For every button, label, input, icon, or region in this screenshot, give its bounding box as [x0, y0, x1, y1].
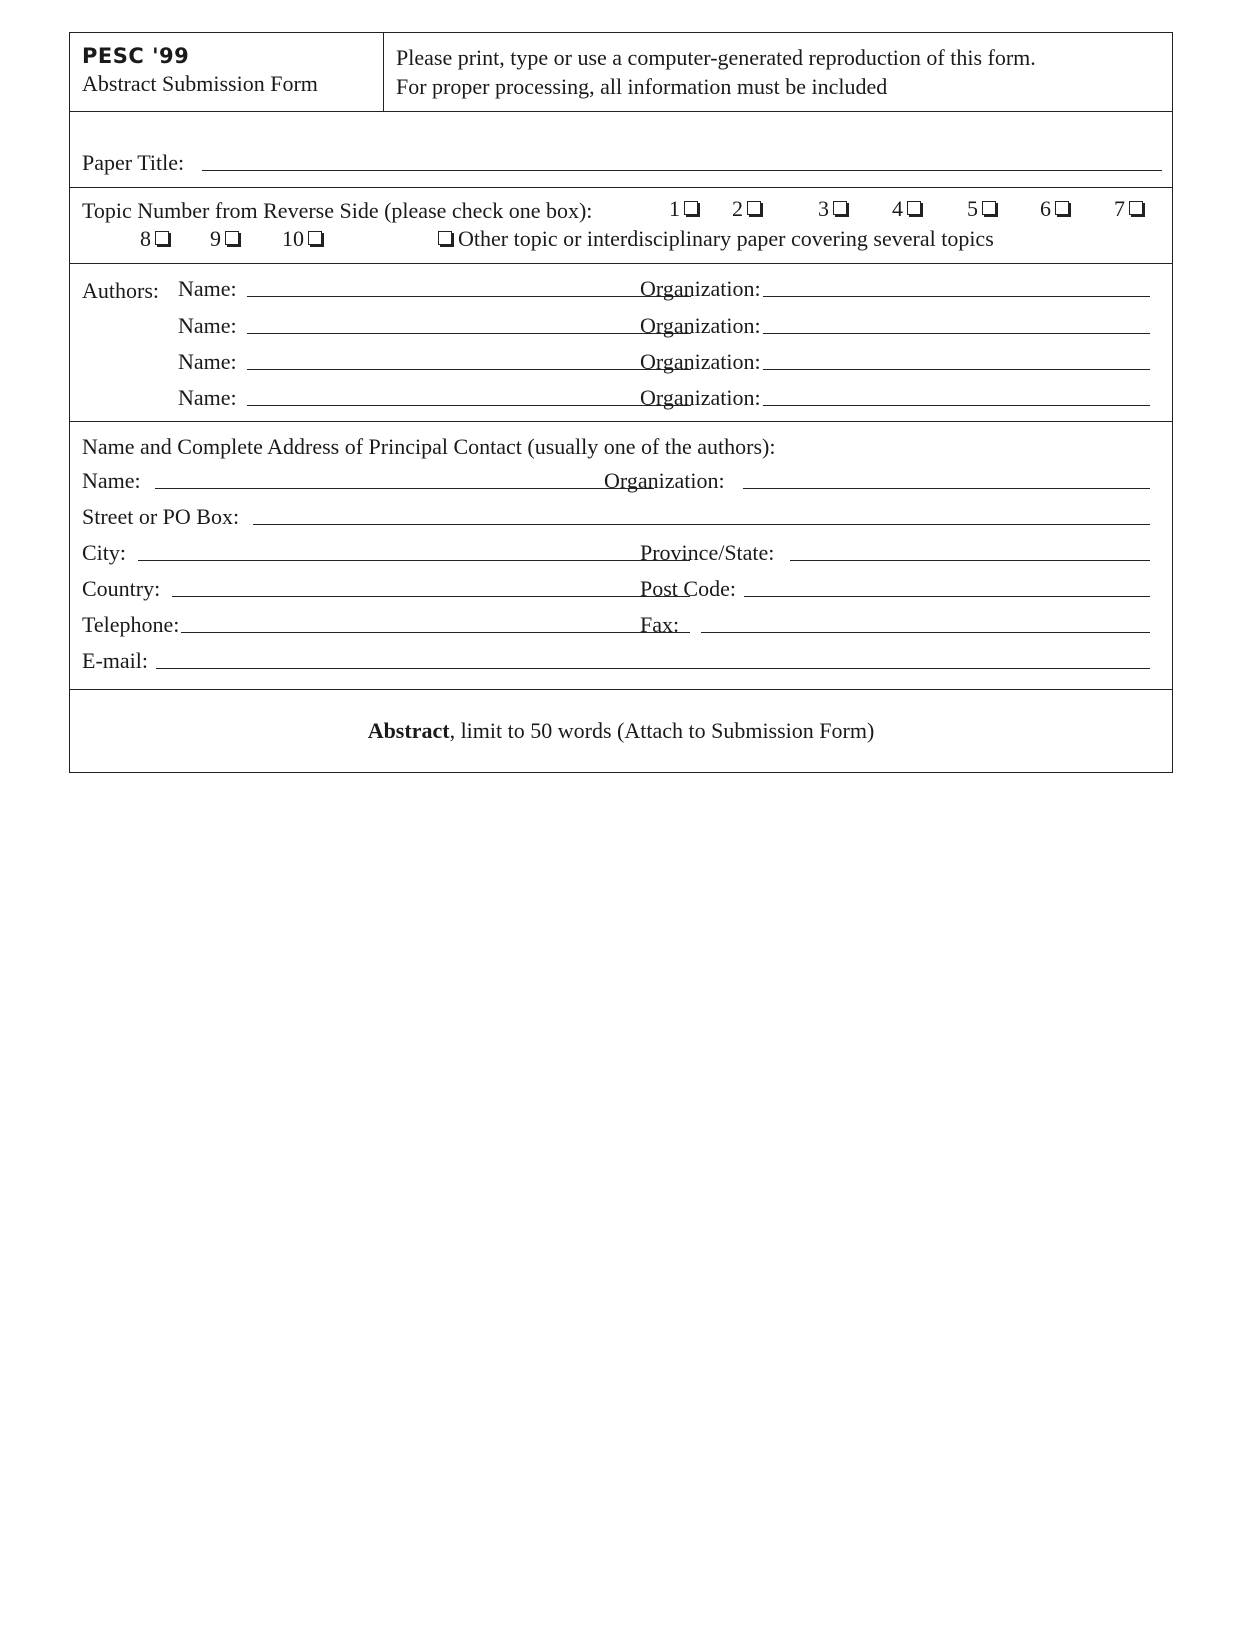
author-org-line[interactable] [763, 405, 1150, 406]
form-header [70, 33, 1172, 111]
fax-line[interactable] [701, 632, 1150, 633]
author-name-line[interactable] [247, 405, 691, 406]
topic-option-3[interactable]: 3 [818, 196, 847, 222]
abstract-instruction-text: , limit to 50 words (Attach to Submission Form) [449, 718, 875, 743]
author-2-org-field[interactable] [640, 313, 1150, 339]
topic-option-4[interactable]: 4 [892, 196, 921, 222]
topic-option-10[interactable]: 10 [282, 226, 322, 252]
postcode-line[interactable] [744, 596, 1150, 597]
checkbox-icon[interactable] [982, 201, 996, 215]
organization-label: Organization: [640, 349, 761, 374]
checkbox-icon[interactable] [225, 231, 239, 245]
checkbox-icon[interactable] [308, 231, 322, 245]
checkbox-icon[interactable] [747, 201, 761, 215]
instruction-line-2: For proper processing, all information must be included [396, 74, 888, 99]
province-line[interactable] [790, 560, 1150, 561]
postcode-label: Post Code: [640, 576, 736, 601]
author-3-org-field[interactable] [640, 349, 1150, 375]
checkbox-icon[interactable] [1129, 201, 1143, 215]
paper-title-section [70, 111, 1172, 187]
author-name-line[interactable] [247, 333, 691, 334]
email-field[interactable] [82, 648, 1150, 674]
abstract-instruction [70, 716, 1172, 745]
author-name-line[interactable] [247, 296, 691, 297]
authors-section [70, 263, 1172, 421]
city-field[interactable] [82, 540, 690, 566]
checkbox-icon[interactable] [833, 201, 847, 215]
checkbox-icon[interactable] [155, 231, 169, 245]
author-org-line[interactable] [763, 369, 1150, 370]
street-line[interactable] [253, 524, 1150, 525]
country-label: Country: [82, 576, 161, 601]
paper-title-field[interactable] [82, 150, 1162, 176]
abstract-bold-label: Abstract [367, 718, 450, 743]
contact-section [70, 421, 1172, 689]
name-label: Name: [178, 349, 237, 374]
checkbox-icon[interactable] [684, 201, 698, 215]
email-label: E-mail: [82, 648, 148, 673]
author-2-name-field[interactable] [178, 313, 691, 339]
street-field[interactable] [82, 504, 1150, 530]
postcode-field[interactable] [640, 576, 1150, 602]
topic-option-1[interactable]: 1 [669, 196, 698, 222]
checkbox-icon[interactable] [438, 231, 452, 245]
topic-option-5[interactable]: 5 [967, 196, 996, 222]
contact-org-line[interactable] [743, 488, 1150, 489]
name-label: Name: [178, 276, 237, 301]
country-line[interactable] [172, 596, 690, 597]
name-label: Name: [178, 313, 237, 338]
province-field[interactable] [640, 540, 1150, 566]
checkbox-icon[interactable] [1055, 201, 1069, 215]
checkbox-icon[interactable] [907, 201, 921, 215]
author-4-name-field[interactable] [178, 385, 691, 411]
email-line[interactable] [156, 668, 1150, 669]
author-name-line[interactable] [247, 369, 691, 370]
fax-label: Fax: [640, 612, 680, 637]
paper-title-line[interactable] [202, 170, 1162, 171]
topic-section [70, 187, 1172, 263]
author-org-line[interactable] [763, 333, 1150, 334]
topic-option-9[interactable]: 9 [210, 226, 239, 252]
topic-option-6[interactable]: 6 [1040, 196, 1069, 222]
city-line[interactable] [138, 560, 690, 561]
name-label: Name: [178, 385, 237, 410]
street-label: Street or PO Box: [82, 504, 240, 529]
author-1-name-field[interactable] [178, 276, 691, 302]
organization-label: Organization: [640, 313, 761, 338]
paper-title-label: Paper Title: [82, 150, 185, 175]
contact-name-field[interactable] [82, 468, 654, 494]
instruction-line-1: Please print, type or use a computer-generated reproduction of this form. [396, 45, 1036, 70]
contact-org-label: Organization: [604, 468, 725, 493]
abstract-section [70, 689, 1172, 772]
topic-prompt: Topic Number from Reverse Side (please check one box): [82, 198, 593, 223]
topic-option-8[interactable]: 8 [140, 226, 169, 252]
authors-label: Authors: [82, 278, 159, 303]
telephone-label: Telephone: [82, 612, 180, 637]
form-name: Abstract Submission Form [82, 71, 318, 96]
contact-name-line[interactable] [155, 488, 654, 489]
city-label: City: [82, 540, 127, 565]
organization-label: Organization: [640, 385, 761, 410]
province-label: Province/State: [640, 540, 775, 565]
topic-option-2[interactable]: 2 [732, 196, 761, 222]
fax-field[interactable] [640, 612, 1150, 638]
contact-org-field[interactable] [604, 468, 1150, 494]
author-4-org-field[interactable] [640, 385, 1150, 411]
telephone-field[interactable] [82, 612, 690, 638]
abstract-submission-form [69, 32, 1173, 773]
author-org-line[interactable] [763, 296, 1150, 297]
conference-brand: PESC '99 [82, 44, 190, 68]
topic-option-7[interactable]: 7 [1114, 196, 1143, 222]
header-title-cell [70, 33, 384, 111]
topic-option-other[interactable]: Other topic or interdisciplinary paper covering several topics [438, 226, 994, 252]
contact-name-label: Name: [82, 468, 141, 493]
country-field[interactable] [82, 576, 690, 602]
author-1-org-field[interactable] [640, 276, 1150, 302]
author-3-name-field[interactable] [178, 349, 691, 375]
header-instructions-cell [384, 33, 1172, 111]
telephone-line[interactable] [181, 632, 690, 633]
contact-heading: Name and Complete Address of Principal Contact (usually one of the authors): [82, 434, 776, 459]
organization-label: Organization: [640, 276, 761, 301]
